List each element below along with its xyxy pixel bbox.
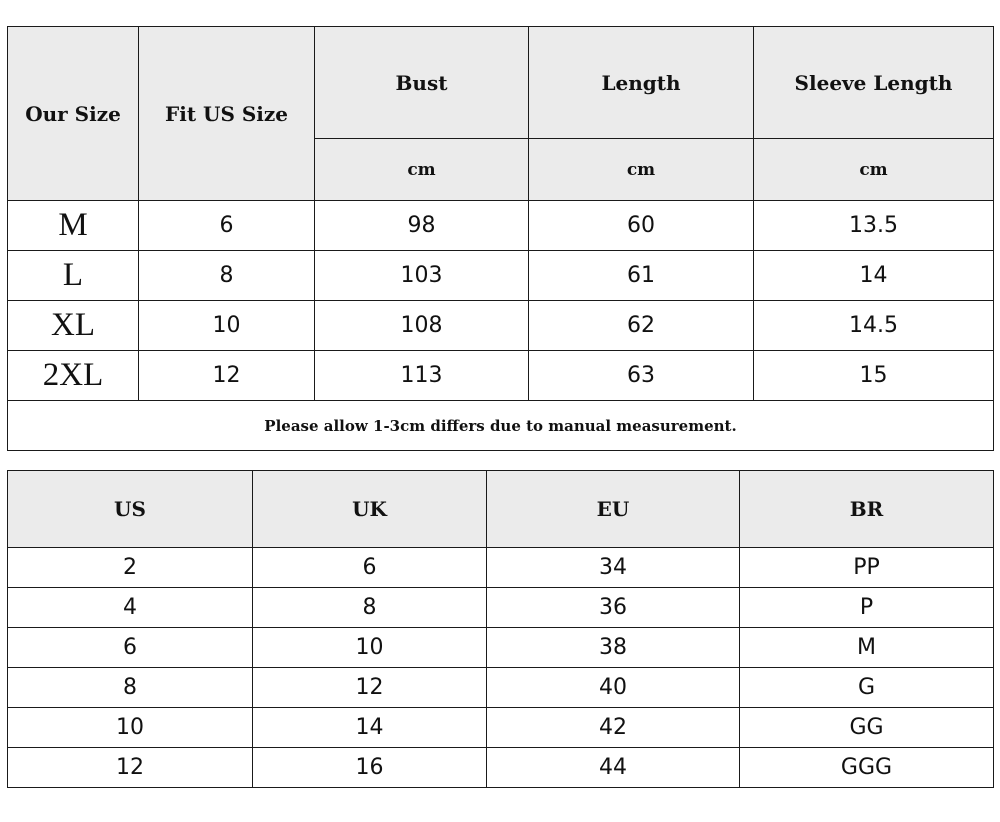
sleeve-cell: 14.5 — [754, 301, 994, 351]
uk-cell: 6 — [253, 548, 487, 588]
size-conversion-table — [7, 470, 994, 788]
unit-length: cm — [529, 139, 754, 201]
unit-sleeve-length: cm — [754, 139, 994, 201]
length-cell: 63 — [529, 351, 754, 401]
br-cell: P — [740, 588, 994, 628]
table-row — [8, 628, 994, 668]
bust-cell: 108 — [315, 301, 529, 351]
fit-us-cell: 6 — [139, 201, 315, 251]
br-cell: M — [740, 628, 994, 668]
fit-us-cell: 10 — [139, 301, 315, 351]
header-us: US — [8, 471, 253, 548]
eu-cell: 44 — [487, 748, 740, 788]
table-row — [8, 201, 994, 251]
conversion-header-row — [8, 471, 994, 548]
table-row — [8, 548, 994, 588]
header-length: Length — [529, 27, 754, 139]
uk-cell: 8 — [253, 588, 487, 628]
table-row — [8, 251, 994, 301]
bust-cell: 113 — [315, 351, 529, 401]
table-row — [8, 588, 994, 628]
us-cell: 2 — [8, 548, 253, 588]
size-chart-table — [7, 26, 994, 451]
us-cell: 4 — [8, 588, 253, 628]
fit-us-cell: 12 — [139, 351, 315, 401]
unit-bust: cm — [315, 139, 529, 201]
header-our-size: Our Size — [8, 27, 139, 201]
sleeve-cell: 15 — [754, 351, 994, 401]
fit-us-cell: 8 — [139, 251, 315, 301]
uk-cell: 16 — [253, 748, 487, 788]
table-row — [8, 748, 994, 788]
us-cell: 8 — [8, 668, 253, 708]
size-cell: L — [8, 251, 139, 301]
length-cell: 61 — [529, 251, 754, 301]
note-row — [8, 401, 994, 451]
sleeve-cell: 14 — [754, 251, 994, 301]
header-bust: Bust — [315, 27, 529, 139]
uk-cell: 14 — [253, 708, 487, 748]
us-cell: 10 — [8, 708, 253, 748]
length-cell: 60 — [529, 201, 754, 251]
size-cell: 2XL — [8, 351, 139, 401]
bust-cell: 98 — [315, 201, 529, 251]
length-cell: 62 — [529, 301, 754, 351]
table-row — [8, 708, 994, 748]
size-chart-header-row — [8, 27, 994, 139]
uk-cell: 12 — [253, 668, 487, 708]
eu-cell: 40 — [487, 668, 740, 708]
header-br: BR — [740, 471, 994, 548]
bust-cell: 103 — [315, 251, 529, 301]
eu-cell: 42 — [487, 708, 740, 748]
header-uk: UK — [253, 471, 487, 548]
uk-cell: 10 — [253, 628, 487, 668]
header-sleeve-length: Sleeve Length — [754, 27, 994, 139]
header-fit-us-size: Fit US Size — [139, 27, 315, 201]
br-cell: PP — [740, 548, 994, 588]
sleeve-cell: 13.5 — [754, 201, 994, 251]
eu-cell: 38 — [487, 628, 740, 668]
br-cell: G — [740, 668, 994, 708]
eu-cell: 36 — [487, 588, 740, 628]
table-row — [8, 351, 994, 401]
header-eu: EU — [487, 471, 740, 548]
eu-cell: 34 — [487, 548, 740, 588]
size-cell: M — [8, 201, 139, 251]
br-cell: GG — [740, 708, 994, 748]
table-row — [8, 668, 994, 708]
table-row — [8, 301, 994, 351]
us-cell: 6 — [8, 628, 253, 668]
br-cell: GGG — [740, 748, 994, 788]
measurement-note: Please allow 1-3cm differs due to manual measurement. — [8, 401, 994, 451]
size-cell: XL — [8, 301, 139, 351]
us-cell: 12 — [8, 748, 253, 788]
